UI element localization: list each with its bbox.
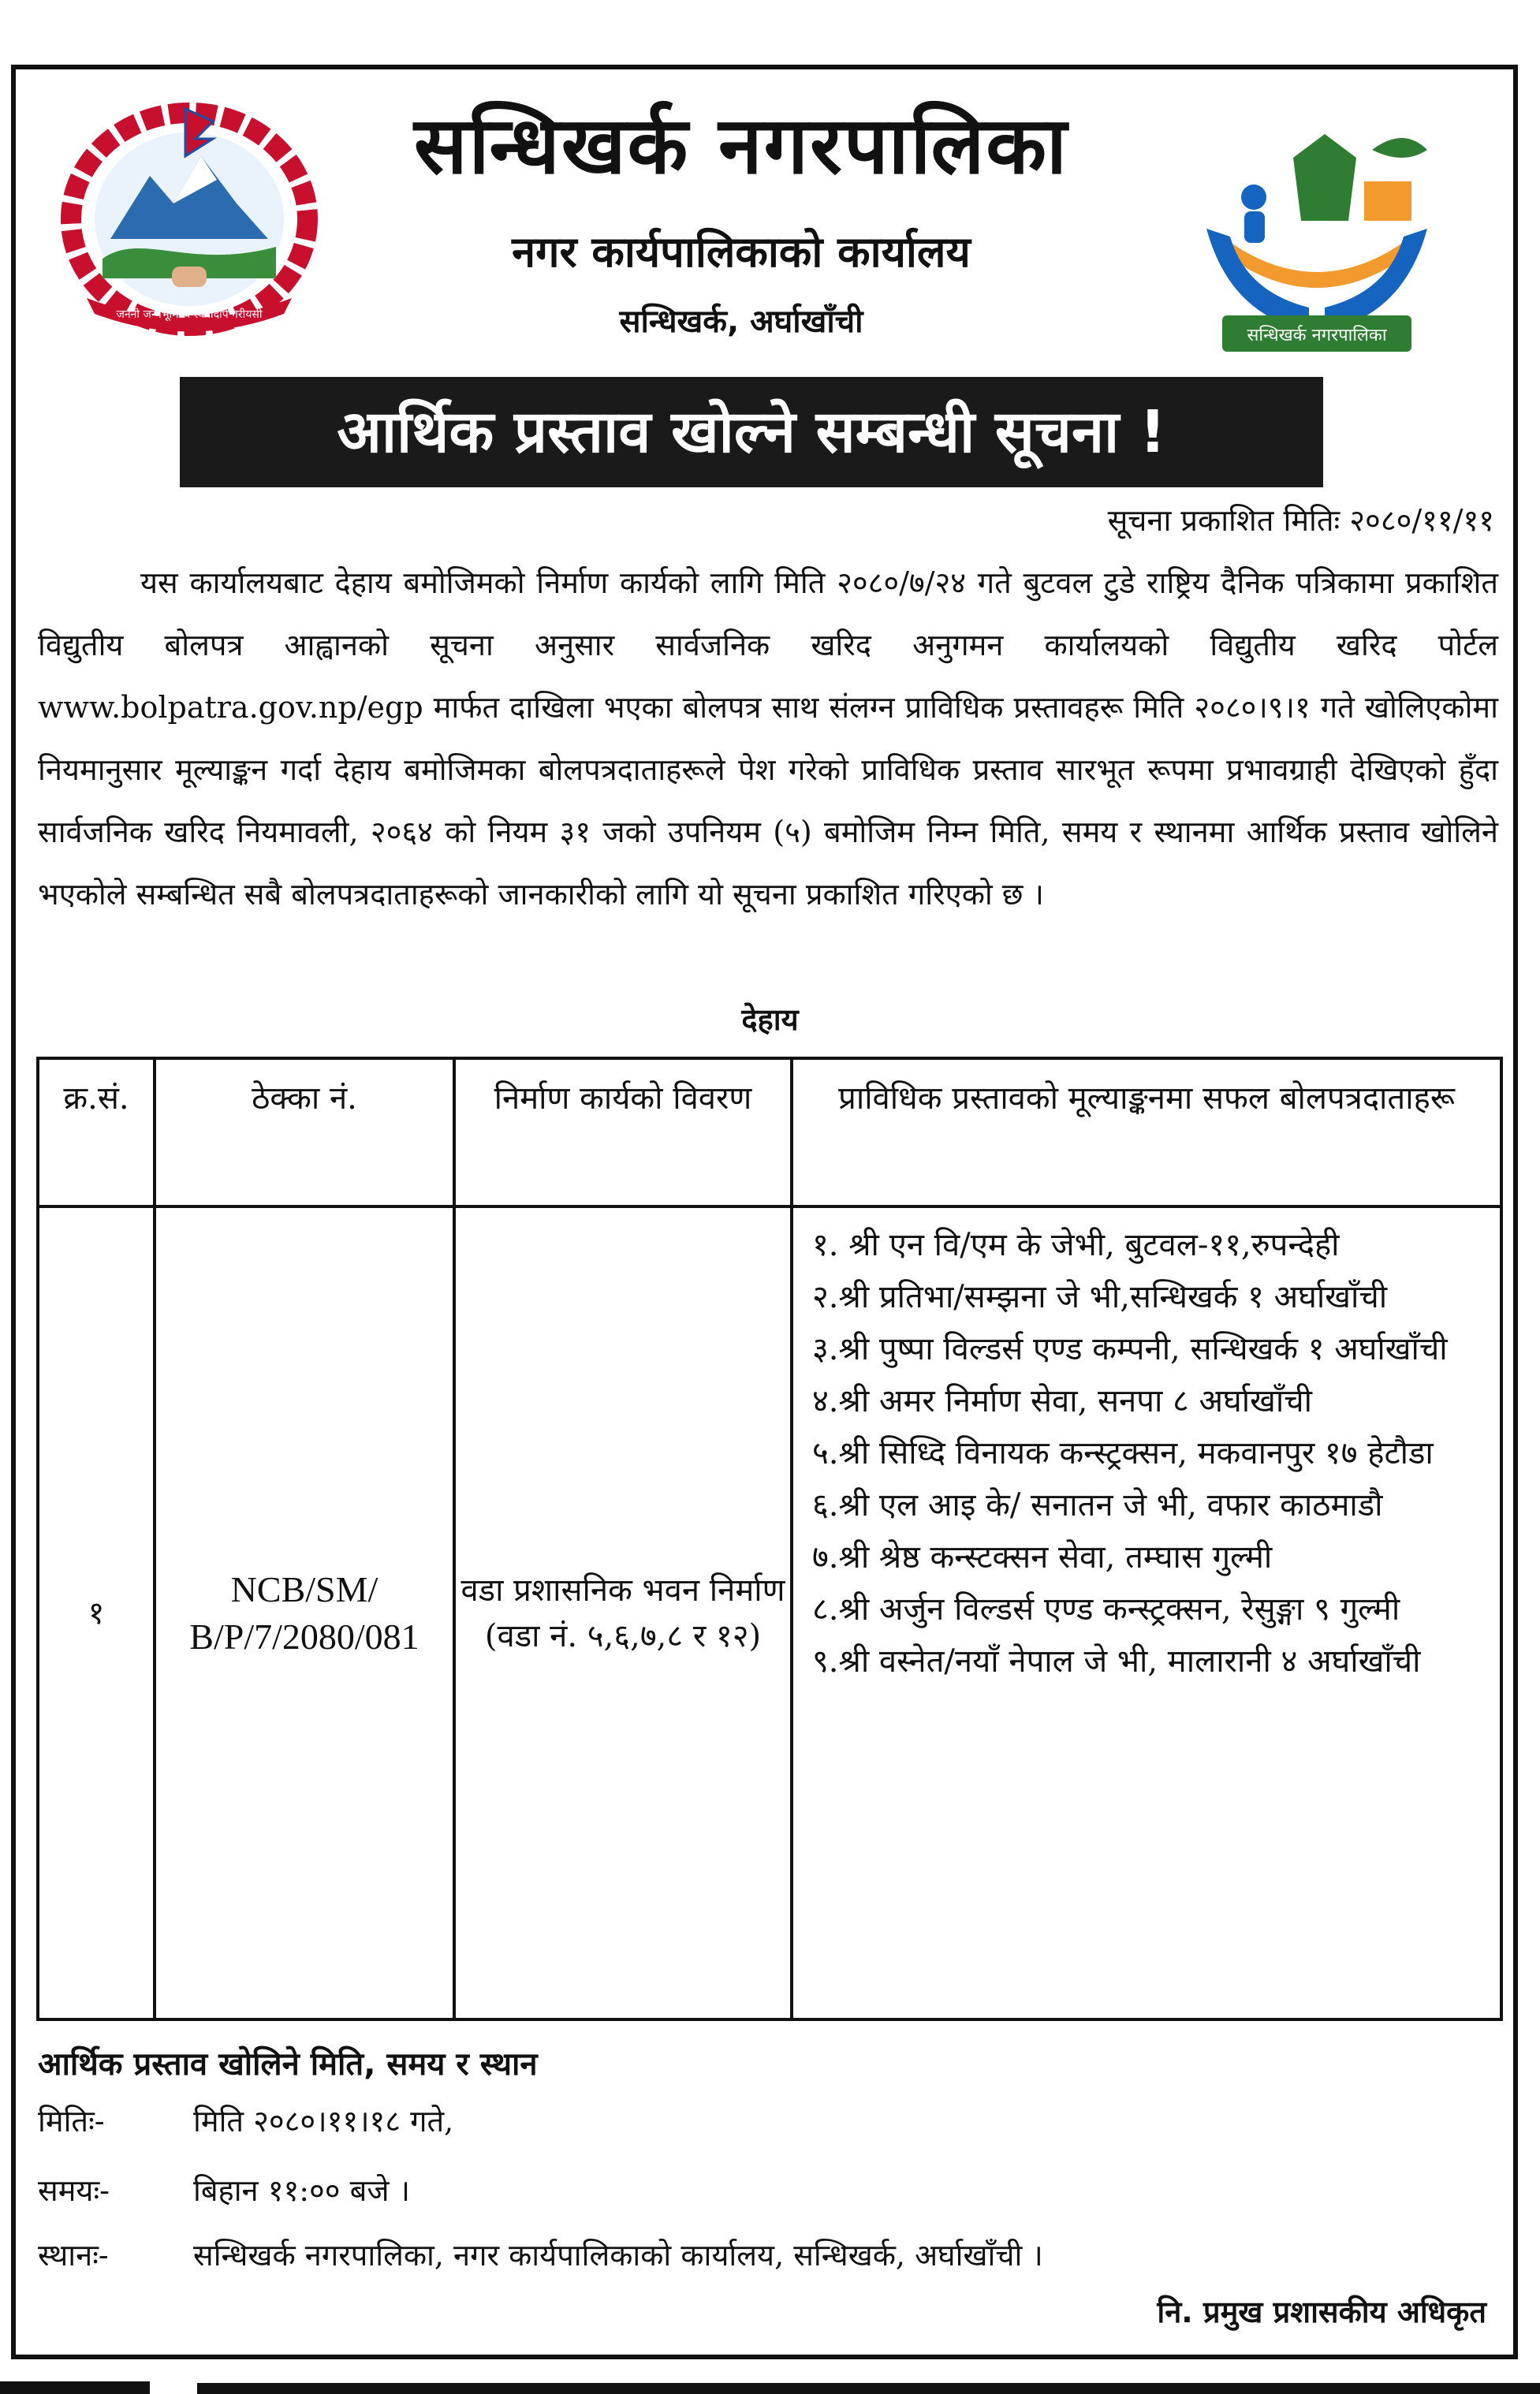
bidder-item: ८.श्री अर्जुन विल्डर्स एण्ड कन्स्ट्रक्सन, रेसुङ्गा ९ गुल्मी [812,1591,1400,1628]
published-date: सूचना प्रकाशित मितिः २०८०/११/११ [1107,503,1494,538]
cell-serial: १ [38,1206,155,2019]
header-contract-no: ठेक्का नं. [155,1058,454,1206]
date-label: मितिः- [38,2104,105,2139]
cell-contract-no: NCB/SM/ B/P/7/2080/081 [155,1206,454,2019]
bidder-item: ३.श्री पुष्पा विल्डर्स एण्ड कम्पनी, सन्धिखर्क १ अर्घाखाँची [812,1331,1448,1367]
emblem-motto: जननी जन्मभूमिश्च स्वर्गादपि गरीयसी [116,308,263,321]
nepal-emblem-icon [55,101,323,337]
date-value: मिति २०८०।११।१८ गते, [193,2104,454,2139]
bidder-item: ७.श्री श्रेष्ठ कन्स्टक्सन सेवा, तम्घास गुल्मी [812,1539,1273,1575]
bottom-divider-right [197,2383,1540,2394]
notice-banner: आर्थिक प्रस्ताव खोल्ने सम्बन्धी सूचना ! [180,377,1323,487]
notice-body: यस कार्यालयबाट देहाय बमोजिमको निर्माण कार्यको लागि मिति २०८०/७/२४ गते बुटवल टुडे राष्ट्रिय दैनिक पत्रिकामा प्रकाशित विद्युतीय बोलपत्र आह्वानको सूचना अनुसार सार्वजनिक खरिद अनुगमन कार्यालयको विद्युतीय खरिद पोर्टल www.bolpatra.gov.np/egp मार्फत दाखिला भएका बोलपत्र साथ संलग्न प्राविधिक प्रस्तावहरू मिति २०८०।९।१ गते खोलिएकोमा नियमानुसार मूल्याङ्कन गर्दा देहाय बमोजिमका बोलपत्रदाताहरूले पेश गरेको प्राविधिक प्रस्ताव सारभूत रूपमा प्रभावग्राही देखिएको हुँदा सार्वजनिक खरिद नियमावली, २०६४ को नियम ३१ जको उपनियम (५) बमोजिम निम्न मिति, समय र स्थानमा आर्थिक प्रस्ताव खोलिने भएकोले सम्बन्धित सबै बोलपत्रदाताहरूको जानकारीको लागि यो सूचना प्रकाशित गरिएको छ । [38,565,1498,912]
bidder-item: ४.श्री अमर निर्माण सेवा, सनपा ८ अर्घाखाँची [812,1383,1312,1419]
logo-caption: सन्धिखर्क नगरपालिका [1247,326,1387,345]
bidder-item: २.श्री प्रतिभा/सम्झना जे भी,सन्धिखर्क १ अर्घाखाँची [812,1279,1388,1315]
header-serial: क्र.सं. [38,1058,155,1206]
time-value: बिहान ११:०० बजे । [193,2173,411,2208]
bidder-item: ६.श्री एल आइ के/ सनातन जे भी, वफार काठमाडौ [812,1487,1383,1523]
bidder-item: ५.श्री सिध्दि विनायक कन्स्ट्रक्सन, मकवानपुर १७ हेटौडा [812,1435,1434,1471]
opening-heading: आर्थिक प्रस्ताव खोलिने मिति, समय र स्थान [38,2046,538,2083]
office-subtitle: नगर कार्यपालिकाको कार्यालय [512,227,971,277]
header-successful-bidders: प्राविधिक प्रस्तावको मूल्याङ्कनमा सफल बोलपत्रदाताहरू [792,1058,1501,1206]
cell-work-description: वडा प्रशासनिक भवन निर्माण (वडा नं. ५,६,७,८ र १२) [454,1206,792,2019]
bottom-divider-left [0,2381,150,2394]
table-header-row [38,1058,1501,1206]
cell-bidders-list [792,1206,1501,2019]
bidders-table [36,1057,1503,2021]
time-label: समयः- [38,2173,110,2208]
office-address: सन्धिखर्क, अर्घाखाँची [619,304,863,340]
bidder-item: १. श्री एन वि/एम के जेभी, बुटवल-११,रुपन्देही [812,1227,1340,1263]
municipality-title: सन्धिखर्क नगरपालिका [414,99,1068,192]
bidder-item: ९.श्री वस्नेत/नयाँ नेपाल जे भी, मालारानी ४ अर्घाखाँची [812,1643,1421,1680]
table-row [38,1206,1501,2019]
header-work-description: निर्माण कार्यको विवरण [454,1058,792,1206]
signatory-title: नि. प्रमुख प्रशासकीय अधिकृत [1157,2295,1486,2329]
table-caption: देहाय [741,1002,799,1037]
place-value: सन्धिखर्क नगरपालिका, नगर कार्यपालिकाको कार्यालय, सन्धिखर्क, अर्घाखाँची । [193,2238,1043,2273]
municipality-logo-icon [1175,118,1459,363]
place-label: स्थानः- [38,2238,109,2273]
